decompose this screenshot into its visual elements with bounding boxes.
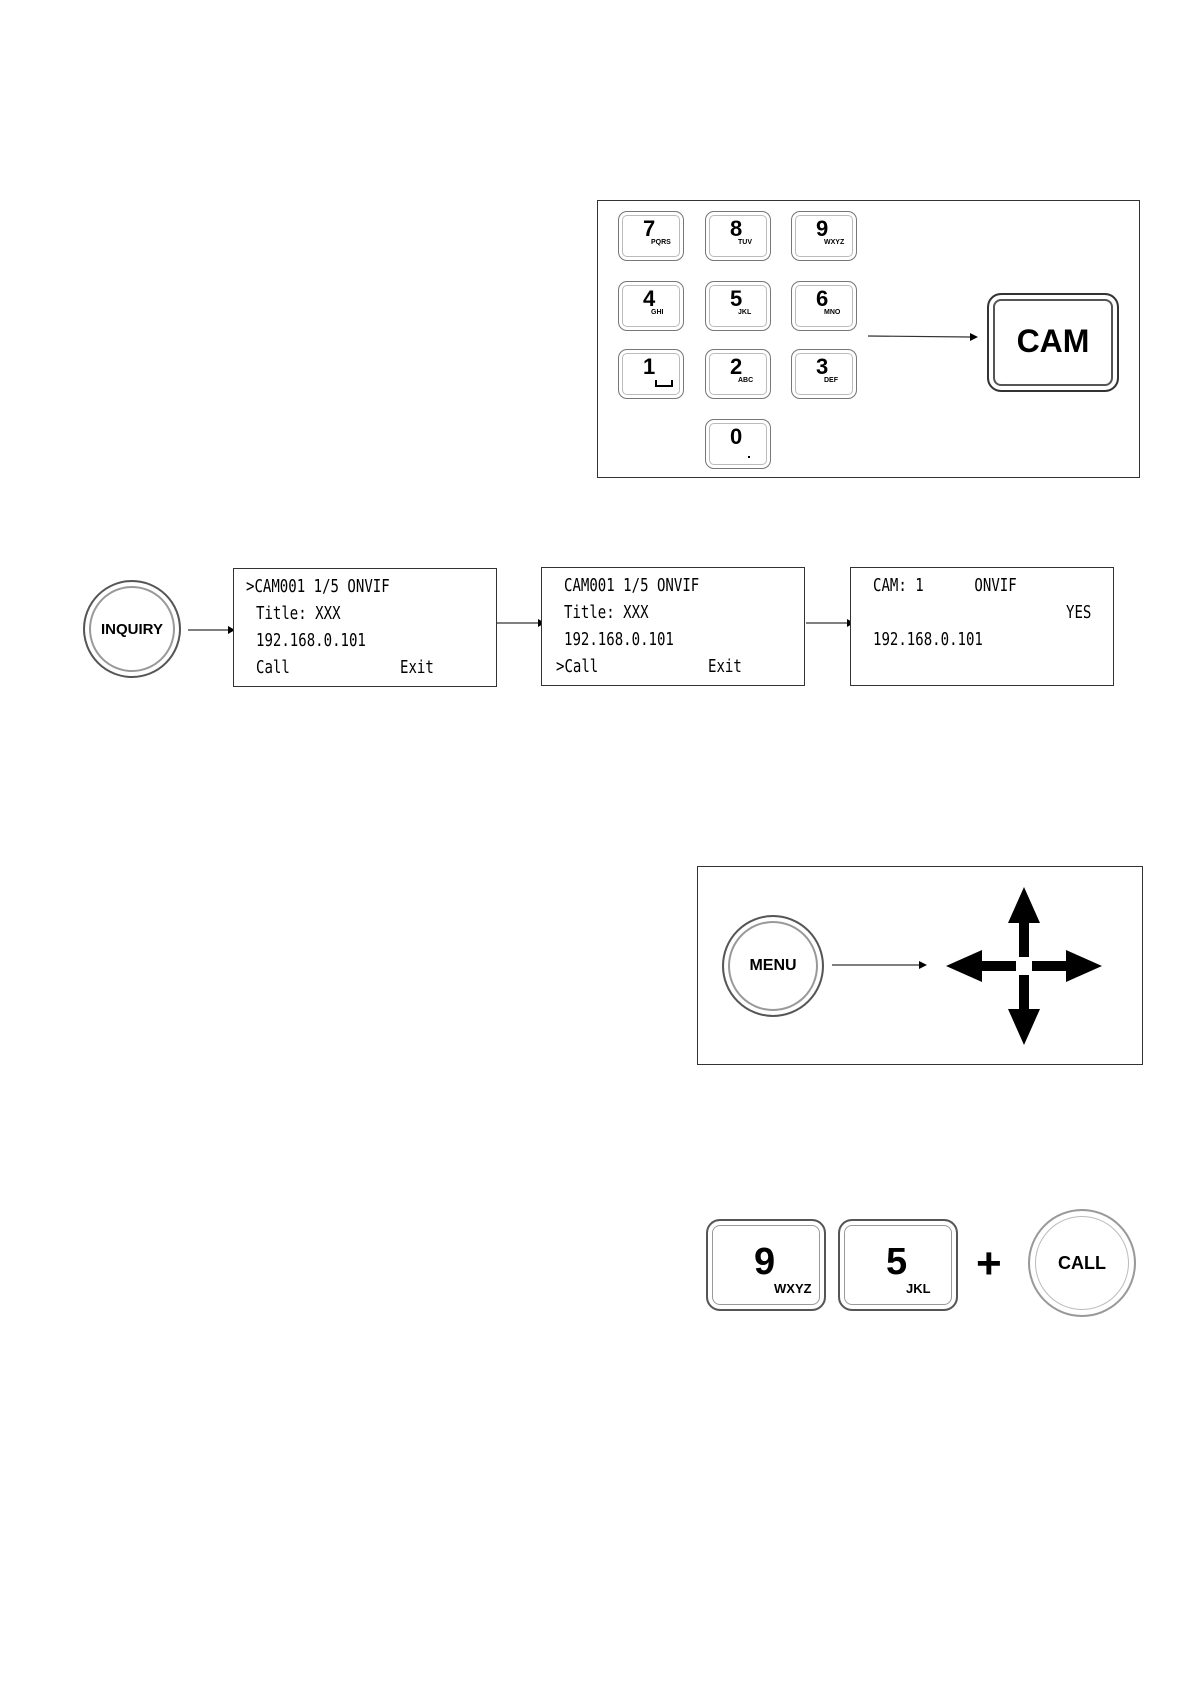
arrow-icon xyxy=(868,331,980,343)
lcd-line-2: Title: XXX xyxy=(564,602,649,623)
lcd-screen-1 xyxy=(233,568,497,687)
lcd-line-3: 192.168.0.101 xyxy=(256,630,366,651)
key-8[interactable] xyxy=(705,211,771,261)
lcd-exit-option[interactable]: Exit xyxy=(708,656,742,677)
direction-keys-icon xyxy=(946,887,1102,1045)
key-letters: JKL xyxy=(738,309,752,316)
lcd-screen-3 xyxy=(850,567,1114,686)
arrow-icon xyxy=(497,617,545,629)
key-digit: 1 xyxy=(643,354,656,379)
key-digit: 4 xyxy=(643,286,656,311)
key-digit: 8 xyxy=(730,216,743,241)
arrow-icon xyxy=(832,959,928,971)
lcd-line-3: 192.168.0.101 xyxy=(873,629,983,650)
key-7[interactable] xyxy=(618,211,684,261)
key-5[interactable] xyxy=(705,281,771,331)
lcd-line-2: YES xyxy=(1066,602,1092,623)
lcd-screen-2 xyxy=(541,567,805,686)
call-button[interactable] xyxy=(1028,1209,1136,1317)
key-9[interactable] xyxy=(791,211,857,261)
key-5-large[interactable] xyxy=(838,1219,958,1311)
key-letters: MNO xyxy=(824,309,841,316)
lcd-exit-option[interactable]: Exit xyxy=(400,657,434,678)
menu-button-label: MENU xyxy=(749,957,797,974)
key-digit: 9 xyxy=(754,1241,776,1283)
lcd-line-1: CAM001 1/5 ONVIF xyxy=(564,575,700,596)
key-letters: WXYZ xyxy=(824,239,845,246)
arrow-icon xyxy=(806,617,854,629)
key-letters: TUV xyxy=(738,239,752,246)
cam-button[interactable] xyxy=(987,293,1119,392)
key-letters: GHI xyxy=(651,309,664,316)
key-1[interactable] xyxy=(618,349,684,399)
key-letters: ABC xyxy=(738,377,754,384)
menu-panel xyxy=(697,866,1143,1065)
key-2[interactable] xyxy=(705,349,771,399)
key-9-large[interactable] xyxy=(706,1219,826,1311)
key-digit: 7 xyxy=(643,216,656,241)
plus-sign: + xyxy=(976,1239,1002,1288)
key-digit: 0 xyxy=(730,424,743,449)
lcd-line-3: 192.168.0.101 xyxy=(564,629,674,650)
lcd-call-option[interactable]: >Call xyxy=(556,656,599,677)
key-letters: WXYZ xyxy=(774,1281,812,1296)
key-digit: 3 xyxy=(816,354,829,379)
lcd-line-1: >CAM001 1/5 ONVIF xyxy=(246,576,390,597)
arrow-icon xyxy=(188,624,236,636)
key-3[interactable] xyxy=(791,349,857,399)
key-digit: 5 xyxy=(886,1241,908,1283)
key-digit: 9 xyxy=(816,216,829,241)
inquiry-button-label: INQUIRY xyxy=(101,620,163,638)
key-digit: 2 xyxy=(730,354,743,379)
space-icon xyxy=(655,380,673,387)
key-4[interactable] xyxy=(618,281,684,331)
key-6[interactable] xyxy=(791,281,857,331)
key-0[interactable] xyxy=(705,419,771,469)
lcd-line-2: Title: XXX xyxy=(256,603,341,624)
menu-button[interactable] xyxy=(722,915,824,1017)
cam-button-label: CAM xyxy=(1016,323,1090,359)
key-letters: PQRS xyxy=(651,239,671,246)
key-letters: DEF xyxy=(824,377,838,384)
key-letters: JKL xyxy=(906,1281,931,1296)
key-digit: 6 xyxy=(816,286,829,311)
dot-icon xyxy=(748,456,750,458)
lcd-call-option[interactable]: Call xyxy=(256,657,290,678)
call-button-label: CALL xyxy=(1058,1252,1106,1273)
lcd-line-1: CAM: 1 ONVIF xyxy=(873,575,1017,596)
key-digit: 5 xyxy=(730,286,743,311)
keypad-panel xyxy=(597,200,1140,478)
inquiry-button[interactable] xyxy=(83,580,181,678)
